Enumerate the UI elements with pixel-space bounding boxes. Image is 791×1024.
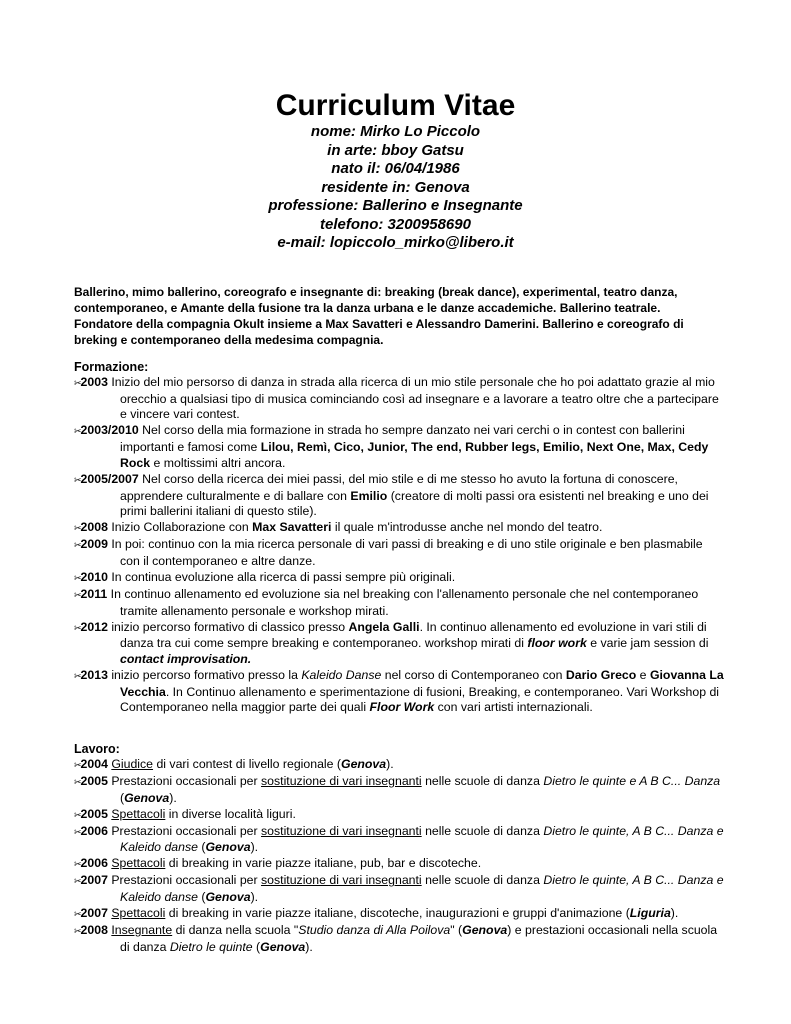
entry-text: Nel corso della mia formazione in strada ho sempre danzato nei vari cerchi o in contest con ballerini importanti e famosi come [120,423,685,455]
lavoro-entry [74,873,724,905]
scissors-bullet-icon: ✂ [74,859,81,870]
entry-year: 2013 [80,668,108,683]
entry-text: ). [250,890,259,905]
formazione-entry [74,537,724,569]
lavoro-entry [74,856,724,873]
entry-text: Max Savatteri [252,520,332,535]
info-residence: residente in: Genova [321,178,470,196]
formazione-entry [74,375,724,423]
entry-text: di danza nella scuola " [172,923,299,938]
entry-year: 2005/2007 [80,471,139,486]
entry-year: 2006 [80,856,108,871]
entry-text: . In Continuo allenamento e sperimentazione di fusioni, Breaking, e contemporaneo. Vari Workshop di Contemporaneo nella maggior parte dei quali [120,684,720,715]
entry-text: Prestazioni occasionali per [107,774,262,788]
scissors-bullet-icon: ✂ [74,809,81,820]
info-birth-date: nato il: 06/04/1986 [331,160,460,177]
entry-year: 2008 [80,923,108,938]
scissors-bullet-icon: ✂ [74,926,81,937]
entry-text: Genova [341,757,387,771]
entry-text: Inizio del mio persorso di danza in strada alla ricerca di un mio stile personale che ho poi adattato grazie al mio orecchio a qualsiasi tipo di musica cominciando così ad insegnare e a lavorare a teatro oltre che a partecipare e vincere vari contest. [107,375,719,422]
entry-text: floor work [527,636,587,651]
lavoro-entry [74,923,724,955]
info-profession: professione: Ballerino e Insegnante [268,197,523,214]
entry-text: Lilou, Remì, Cico, Junior, The end, Rubber legs, Emilio, Next One, Max, Cedy Rock [120,440,709,470]
entry-text: Spettacoli [111,806,166,821]
entry-text: Genova [205,840,251,855]
scissors-bullet-icon: ✂ [74,671,81,682]
entry-text: Genova [462,923,508,938]
entry-text: ). [305,939,313,954]
entry-text: ( [197,890,206,905]
scissors-bullet-icon: ✂ [74,426,81,437]
entry-text: sostituzione di vari insegnanti [261,823,422,838]
entry-text: ( [120,790,125,805]
entry-text: il quale m'introdusse anche nel mondo del teatro. [331,520,603,535]
entry-text: In poi: continuo con la mia ricerca personale di vari passi di breaking e di uno stile originale e ben plasmabile con il contemporaneo e altre danze. [107,537,703,568]
entry-year: 2005 [80,806,108,821]
entry-text: nelle scuole di danza [421,823,544,838]
intro-paragraph: Ballerino, mimo ballerino, coreografo e insegnante di: breaking (break dance), experimental, teatro danza, contemporaneo, e Amante della fusione tra la danza urbana e le danze accademiche. Ballerino teatrale. Fondatore della compagnia Okult insieme a Max Savatteri e Alessandro Damerini. Ballerino e coreografo di breking e contemporaneo della medesima compagnia. [74,285,684,347]
scissors-bullet-icon: ✂ [74,474,81,485]
entry-text: ( [197,840,206,855]
entry-year: 2003 [80,375,108,389]
entry-text: Genova [205,890,251,905]
entry-text: con vari artisti internazionali. [434,700,593,715]
entry-text: Dario Greco [565,668,637,683]
formazione-entry [74,472,724,520]
lavoro-entry [74,807,724,824]
entry-text: Genova [124,790,170,805]
entry-text: di breaking in varie piazze italiane, discoteche, inaugurazioni e gruppi d'animazione ( [165,906,630,921]
entry-text: Dietro le quinte, A B C... Danza e Kaleido danse [120,823,724,855]
entry-text: Floor Work [369,700,435,715]
entry-text: ). [386,757,394,771]
lavoro-list [74,757,724,956]
scissors-bullet-icon: ✂ [74,378,81,388]
entry-text: Emilio [350,488,388,503]
scissors-bullet-icon: ✂ [74,876,81,887]
lavoro-heading: Lavoro: [74,742,120,756]
lavoro-entry [74,824,724,856]
entry-year: 2012 [80,619,108,634]
entry-text: inizio percorso formativo presso la [107,668,302,683]
info-name: nome: Mirko Lo Piccolo [310,123,481,140]
lavoro-entry [74,757,724,774]
entry-text: Kaleido Danse [301,668,382,683]
entry-text: ). [169,790,177,805]
personal-info [0,123,791,253]
entry-text: Insegnante [111,923,173,938]
entry-year: 2003/2010 [80,423,139,438]
entry-text: Studio danza di Alla Poilova [298,923,451,938]
lavoro-entry [74,906,724,923]
entry-text: Nel corso della ricerca dei miei passi, del mio stile e di me stesso ho avuto la fortuna di conoscere, apprendere culturalmente e di ballare con [120,471,678,503]
entry-year: 2011 [80,586,108,601]
entry-text: Giovanna La Vecchia [120,668,724,699]
entry-year: 2007 [80,906,108,921]
entry-text: Prestazioni occasionali per [107,873,262,888]
lavoro-entry [74,774,724,806]
formazione-entry [74,423,724,471]
entry-text: Giudice [111,757,154,771]
entry-text: Prestazioni occasionali per [107,823,262,838]
formazione-entry [74,520,724,537]
entry-text: Spettacoli [111,906,166,921]
entry-text: ( [252,939,261,954]
entry-text: e varie jam session di [586,636,709,651]
scissors-bullet-icon: ✂ [74,622,81,633]
scissors-bullet-icon: ✂ [74,777,81,787]
scissors-bullet-icon: ✂ [74,760,81,770]
entry-text: di vari contest di livello regionale ( [153,757,341,771]
entry-text: In continua evoluzione alla ricerca di passi sempre più originali. [107,569,456,584]
entry-year: 2004 [80,757,108,771]
entry-text: ) e prestazioni occasionali nella scuola di danza [120,923,718,954]
entry-text: Dietro le quinte e A B C... Danza [543,774,721,788]
entry-text: in diverse località liguri. [165,806,296,821]
entry-text: nel corso di Contemporaneo con [381,668,566,683]
entry-year: 2005 [80,774,108,788]
scissors-bullet-icon: ✂ [74,589,81,600]
formazione-entry [74,587,724,619]
info-email: e-mail: lopiccolo_mirko@libero.it [277,234,514,251]
page-title: Curriculum Vitae [275,89,516,122]
scissors-bullet-icon: ✂ [74,572,81,583]
entry-year: 2008 [80,520,108,535]
entry-text: contact improvisation. [120,652,252,667]
entry-text: Spettacoli [111,856,166,871]
scissors-bullet-icon: ✂ [74,909,81,920]
formazione-heading: Formazione: [74,360,149,374]
entry-text: sostituzione di vari insegnanti [261,774,422,788]
entry-text: Liguria [629,906,671,921]
entry-text: nelle scuole di danza [421,774,544,788]
formazione-entry [74,570,724,587]
scissors-bullet-icon: ✂ [74,523,81,534]
entry-text: nelle scuole di danza [421,873,544,888]
entry-year: 2009 [80,537,108,552]
scissors-bullet-icon: ✂ [74,540,81,551]
entry-text: e [636,668,650,683]
info-phone: telefono: 3200958690 [320,215,471,233]
entry-text: ). [670,906,679,921]
entry-text: Inizio Collaborazione con [107,520,253,535]
entry-year: 2007 [80,873,108,888]
entry-text: Dietro le quinte [169,939,253,954]
entry-text: di breaking in varie piazze italiane, pub, bar e discoteche. [165,856,482,871]
entry-text: inizio percorso formativo di classico presso [107,619,349,634]
entry-year: 2006 [80,823,108,838]
entry-text: ). [250,840,259,855]
entry-text: . In continuo allenamento ed evoluzione in vari stili di danza tra cui come sempre breaking e contemporaneo. workshop mirati di [120,619,707,651]
entry-text: " ( [450,923,463,938]
entry-text: (creatore di molti passi ora esistenti nel breaking e uno dei primi ballerini italiani di questo stile). [120,488,709,519]
formazione-entry [74,668,724,716]
entry-text: In continuo allenamento ed evoluzione sia nel breaking con l'allenamento personale che nel contemporaneo tramite allenamento personale e workshop mirati. [107,586,699,618]
entry-text: Angela Galli [348,619,420,634]
info-stage-name: in arte: bboy Gatsu [327,141,464,159]
formazione-list [74,375,724,716]
entry-text: e moltissimi altri ancora. [150,455,286,470]
entry-text: Genova [260,939,306,954]
formazione-entry [74,620,724,668]
scissors-bullet-icon: ✂ [74,826,81,837]
entry-text: Dietro le quinte, A B C... Danza e Kaleido danse [120,873,724,905]
entry-year: 2010 [80,569,108,584]
entry-text: sostituzione di vari insegnanti [261,873,422,888]
